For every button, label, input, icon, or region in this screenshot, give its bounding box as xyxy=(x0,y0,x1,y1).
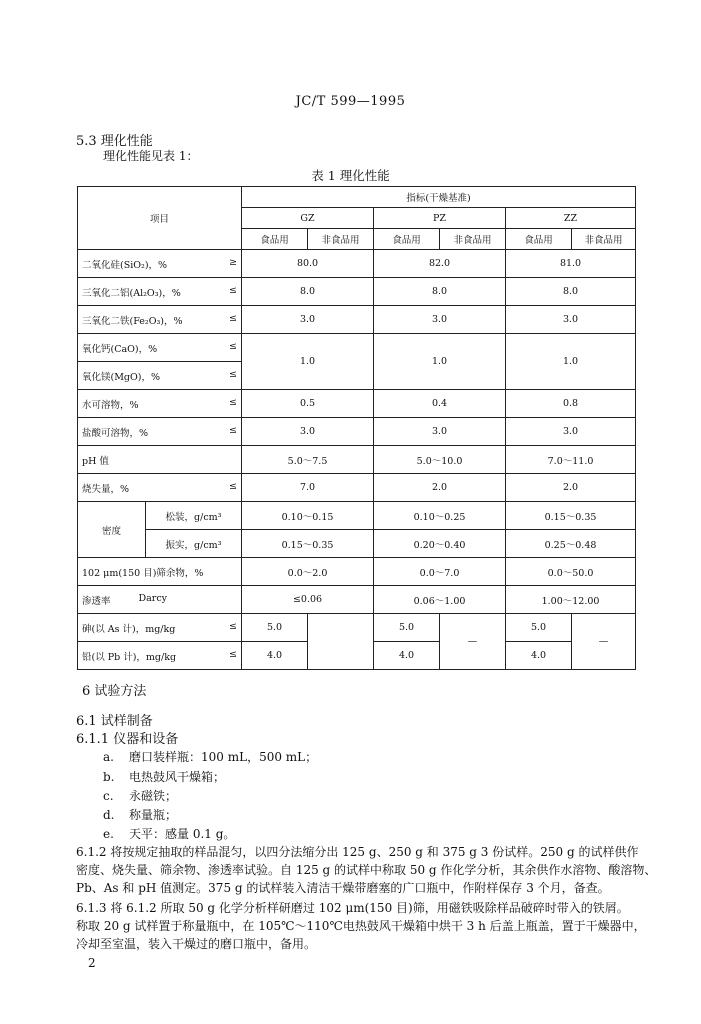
row-op: ≥ xyxy=(229,256,238,268)
cell: 0.25～0.48 xyxy=(506,530,636,558)
cell: 5.0 xyxy=(506,614,572,642)
cell: 1.0 xyxy=(242,334,374,390)
cell: 3.0 xyxy=(374,306,506,334)
cell: 2.0 xyxy=(374,474,506,502)
paragraph-6-1-3-line-1: 6.1.3 将 6.1.2 所取 50 g 化学分析样研磨过 102 μm(150 目)筛，用磁铁吸除样品破碎时带入的铁屑。 xyxy=(76,901,629,915)
cell: 0.10～0.25 xyxy=(374,502,506,530)
gz-food: 食品用 xyxy=(242,229,308,250)
pz-nonfood: 非食品用 xyxy=(440,229,506,250)
row-label: pH 值 xyxy=(78,446,242,474)
row-label: 烧失量，% xyxy=(82,483,130,495)
cell: 3.0 xyxy=(242,418,374,446)
cell: 3.0 xyxy=(506,306,636,334)
cell: 8.0 xyxy=(242,278,374,306)
cell: 0.10～0.15 xyxy=(242,502,374,530)
row-op: ≤ xyxy=(229,312,238,324)
row-label: 砷(以 As 计)，mg/kg xyxy=(82,623,176,635)
cell: 5.0 xyxy=(374,614,440,642)
cell: 3.0 xyxy=(242,306,374,334)
group-gz: GZ xyxy=(242,208,374,229)
row-label: 氧化镁(MgO)，% xyxy=(82,371,161,383)
row-op: ≤ xyxy=(229,340,238,352)
row-label: 氧化钙(CaO)，% xyxy=(82,343,158,355)
table-row xyxy=(78,614,636,642)
section-6-1-title: 6.1 试样制备 xyxy=(76,714,153,729)
row-label: 102 μm(150 目)筛余物，% xyxy=(78,558,242,586)
gz-nonfood: 非食品用 xyxy=(308,229,374,250)
table-caption: 表 1 理化性能 xyxy=(311,168,390,183)
cell: 2.0 xyxy=(506,474,636,502)
cell: ≤0.06 xyxy=(242,586,374,614)
zz-food: 食品用 xyxy=(506,229,572,250)
table-row xyxy=(78,530,636,558)
cell: 82.0 xyxy=(374,250,506,278)
row-op: ≤ xyxy=(229,620,238,632)
cell-empty xyxy=(308,614,374,670)
group-zz: ZZ xyxy=(506,208,636,229)
cell: 0.20～0.40 xyxy=(374,530,506,558)
paragraph-6-1-2-line-1: 6.1.2 将按规定抽取的样品混匀，以四分法缩分出 125 g、250 g 和 375 g 3 份试样。250 g 的试样供作 xyxy=(76,845,639,859)
row-unit: Darcy xyxy=(138,592,168,604)
zz-nonfood: 非食品用 xyxy=(572,229,636,250)
section-5-3-title: 5.3 理化性能 xyxy=(76,134,153,149)
properties-table xyxy=(77,186,636,670)
cell: 5.0 xyxy=(242,614,308,642)
cell: 0.0～7.0 xyxy=(374,558,506,586)
table-row xyxy=(78,278,636,306)
table-row xyxy=(78,474,636,502)
table-row xyxy=(78,586,636,614)
section-5-3-intro: 理化性能见表 1： xyxy=(103,149,199,163)
cell-dash: — xyxy=(440,614,506,670)
pz-food: 食品用 xyxy=(374,229,440,250)
row-label: 水可溶物，% xyxy=(82,399,139,411)
cell: 7.0 xyxy=(242,474,374,502)
row-label: 振实，g/cm³ xyxy=(146,530,242,558)
table-row xyxy=(78,306,636,334)
cell: 0.0～50.0 xyxy=(506,558,636,586)
row-label: 三氧化二铝(Al₂O₃)，% xyxy=(82,287,181,299)
cell: 5.0～7.5 xyxy=(242,446,374,474)
paragraph-6-1-2-line-3: Pb、As 和 pH 值测定。375 g 的试样装入清洁干燥带磨塞的广口瓶中，作附样保存 3 个月，备查。 xyxy=(76,881,610,895)
row-label: 盐酸可溶物，% xyxy=(82,427,149,439)
cell: 4.0 xyxy=(374,642,440,670)
row-op: ≤ xyxy=(229,396,238,408)
section-6-1-1-title: 6.1.1 仪器和设备 xyxy=(76,732,179,747)
list-item: b. 电热鼓风干燥箱； xyxy=(103,770,226,784)
row-op: ≤ xyxy=(229,424,238,436)
list-item: a. 磨口装样瓶：100 mL，500 mL； xyxy=(103,750,318,764)
table-row xyxy=(78,502,636,530)
group-pz: PZ xyxy=(374,208,506,229)
table-row xyxy=(78,334,636,362)
cell: 8.0 xyxy=(374,278,506,306)
page-header: JC/T 599—1995 xyxy=(295,94,406,109)
row-label: 三氧化二铁(Fe₂O₃)，% xyxy=(82,315,183,327)
table-row xyxy=(78,418,636,446)
cell: 3.0 xyxy=(374,418,506,446)
cell: 81.0 xyxy=(506,250,636,278)
table-row xyxy=(78,390,636,418)
cell: 4.0 xyxy=(506,642,572,670)
index-header: 指标(干燥基准) xyxy=(242,187,636,208)
cell: 80.0 xyxy=(242,250,374,278)
table-row xyxy=(78,446,636,474)
row-op: ≤ xyxy=(229,480,238,492)
list-item: c. 永磁铁； xyxy=(103,789,178,803)
density-label: 密度 xyxy=(78,502,146,558)
row-op: ≤ xyxy=(229,284,238,296)
cell: 0.4 xyxy=(374,390,506,418)
cell: 1.0 xyxy=(506,334,636,390)
cell: 0.0～2.0 xyxy=(242,558,374,586)
cell: 5.0～10.0 xyxy=(374,446,506,474)
paragraph-6-1-3-line-2: 称取 20 g 试样置于称量瓶中，在 105℃～110℃电热鼓风干燥箱中烘干 3 h 后盖上瓶盖，置于干燥器中， xyxy=(76,919,646,933)
page-number: 2 xyxy=(88,956,96,970)
row-op: ≤ xyxy=(229,648,238,660)
cell: 8.0 xyxy=(506,278,636,306)
row-label: 铅(以 Pb 计)，mg/kg xyxy=(82,651,177,663)
cell: 0.15～0.35 xyxy=(242,530,374,558)
cell: 1.0 xyxy=(374,334,506,390)
paragraph-6-1-2-line-2: 密度、烧失量、筛余物、渗透率试验。自 125 g 的试样中称取 50 g 作化学分析，其余供作水溶物、酸溶物、 xyxy=(76,863,657,877)
list-item: e. 天平：感量 0.1 g。 xyxy=(103,827,236,841)
item-header: 项目 xyxy=(78,187,242,250)
cell: 1.00～12.00 xyxy=(506,586,636,614)
row-op: ≤ xyxy=(229,368,238,380)
cell: 0.8 xyxy=(506,390,636,418)
table-row xyxy=(78,250,636,278)
row-label: 二氧化硅(SiO₂)，% xyxy=(82,259,168,271)
cell: 0.15～0.35 xyxy=(506,502,636,530)
section-6-title: 6 试验方法 xyxy=(82,684,147,699)
list-item: d. 称量瓶； xyxy=(103,808,178,822)
table-row xyxy=(78,558,636,586)
row-label: 渗透率 xyxy=(82,595,111,607)
cell: 0.5 xyxy=(242,390,374,418)
cell: 0.06～1.00 xyxy=(374,586,506,614)
row-label: 松装，g/cm³ xyxy=(146,502,242,530)
cell: 4.0 xyxy=(242,642,308,670)
cell-dash: — xyxy=(572,614,636,670)
cell: 7.0～11.0 xyxy=(506,446,636,474)
cell: 3.0 xyxy=(506,418,636,446)
paragraph-6-1-3-line-3: 冷却至室温，装入干燥过的磨口瓶中，备用。 xyxy=(76,937,317,951)
